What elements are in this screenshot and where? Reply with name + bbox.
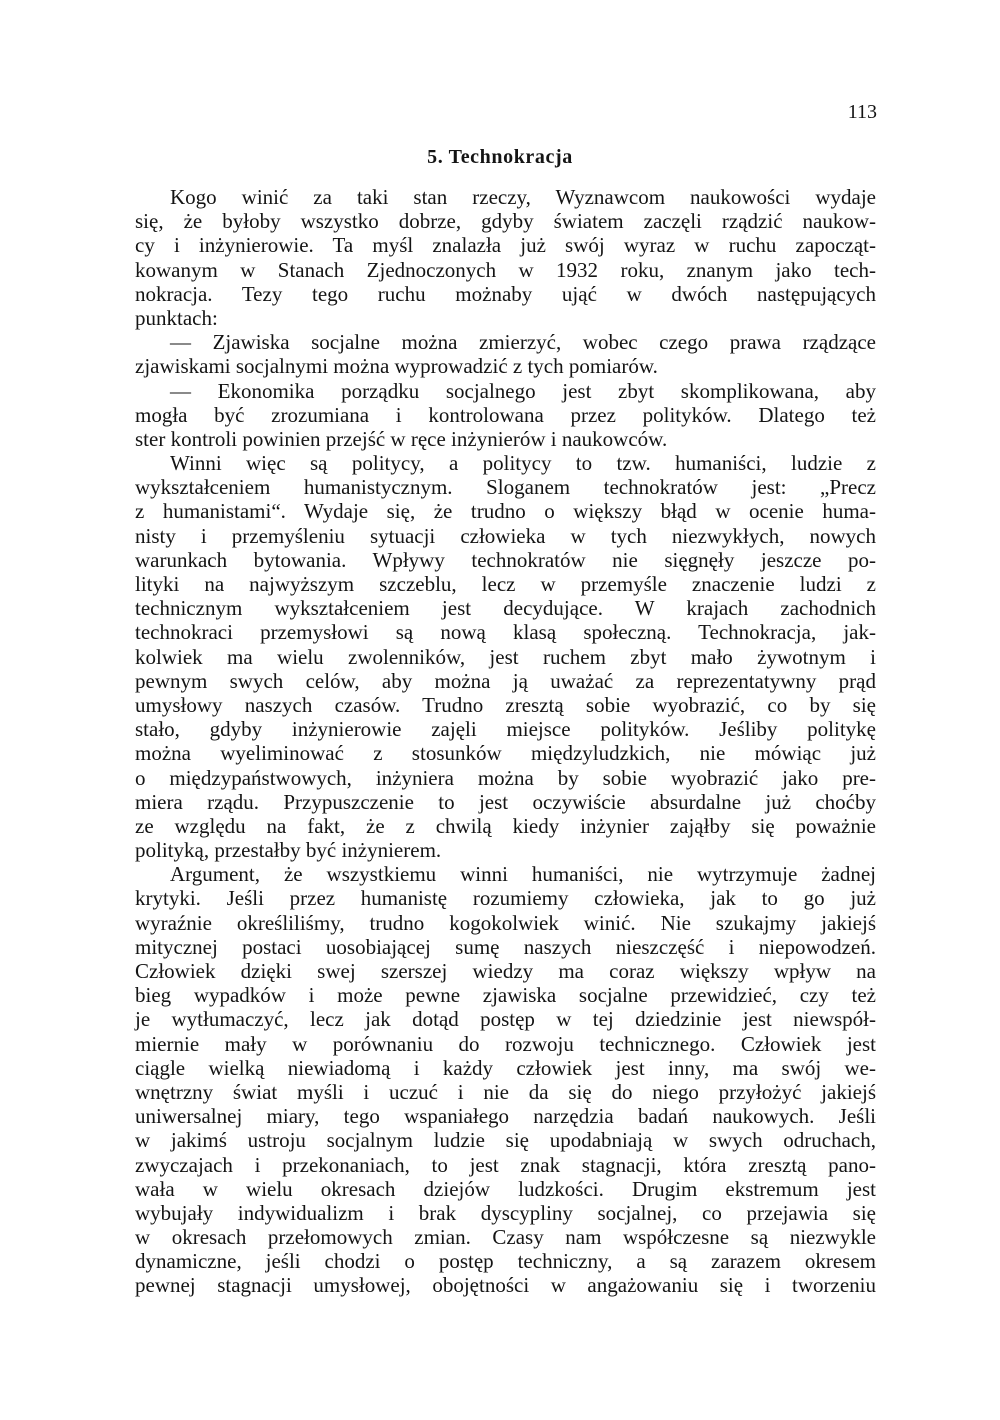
text-line: Człowiek dzięki swej szerszej wiedzy ma coraz większy wpływ na	[135, 959, 876, 983]
text-line: uniwersalnej miary, tego wspaniałego narzędzia badań naukowych. Jeśli	[135, 1104, 876, 1129]
text-line: kolwiek ma wielu zwolenników, jest ruchem zbyt mało żywotnym i	[135, 644, 876, 669]
text-line: kowanym w Stanach Zjednoczonych w 1932 roku, znanym jako tech-	[135, 257, 876, 282]
text-line: w jakimś ustroju socjalnym ludzie się upodabniają w swych odruchach,	[135, 1128, 876, 1153]
text-line: wnętrzny świat myśli i uczuć i nie da się do niego przyłożyć jakiejś	[135, 1079, 876, 1104]
text-line: miernie mały w porównaniu do rozwoju technicznego. Człowiek jest	[135, 1031, 876, 1056]
text-line: — Zjawiska socjalne można zmierzyć, wobec czego prawa rządzące	[170, 330, 876, 355]
text-line: można wyeliminować z stosunków międzyludzkich, nie mówiąc już	[135, 741, 876, 766]
text-line: stało, gdyby inżynierowie zajęli miejsce polityków. Jeśliby politykę	[135, 717, 876, 742]
text-line: wybujały indywidualizm i brak dyscypliny socjalnej, co przejawia się	[135, 1200, 876, 1225]
text-line: ze względu na fakt, że z chwilą kiedy inżynier zająłby się poważnie	[135, 813, 876, 838]
text-line: w okresach przełomowych zmian. Czasy nam współczesne są niezwykle	[135, 1225, 876, 1250]
text-line: wykształceniem humanistycznym. Sloganem technokratów jest: „Precz	[135, 475, 876, 500]
text-line: cy i inżynierowie. Ta myśl znalazła już swój wyraz w ruchu zapocząt-	[135, 233, 876, 258]
text-line: z humanistami“. Wydaje się, że trudno o większy błąd w ocenie huma-	[135, 499, 876, 524]
text-line: Winni więc są politycy, a politycy to tzw. humaniści, ludzie z	[170, 451, 876, 476]
text-line: zwyczajach i przekonaniach, to jest znak stagnacji, która zresztą pano-	[135, 1152, 876, 1177]
text-line: ster kontroli powinien przejść w ręce inżynierów i naukowców.	[135, 426, 668, 451]
text-line: technicznym wykształceniem jest decydujące. W krajach zachodnich	[135, 596, 876, 621]
text-line: zjawiskami socjalnymi można wyprowadzić z tych pomiarów.	[135, 354, 658, 379]
text-line: nokracja. Tezy tego ruchu możnaby ująć w dwóch następujących	[135, 281, 876, 306]
text-line: wyraźnie określiliśmy, trudno kogokolwiek winić. Nie szukajmy jakiejś	[135, 910, 876, 935]
text-line: dynamiczne, jeśli chodzi o postęp techniczny, a są zarazem okresem	[135, 1249, 876, 1274]
text-line: się, że byłoby wszystko dobrze, gdyby światem zaczęli rządzić naukow-	[135, 209, 876, 234]
text-line: miera rządu. Przypuszczenie to jest oczywiście absurdalne już choćby	[135, 789, 876, 814]
text-line: pewnej stagnacji umysłowej, obojętności w angażowaniu się i tworzeniu	[135, 1273, 876, 1298]
text-line: bieg wypadków i może pewne zjawiska socjalne przewidzieć, czy też	[135, 983, 876, 1008]
text-line: — Ekonomika porządku socjalnego jest zbyt skomplikowana, aby	[170, 378, 876, 403]
text-line: Argument, że wszystkiemu winni humaniści, nie wytrzymuje żadnej	[170, 862, 876, 887]
text-line: polityką, przestałby być inżynierem.	[135, 838, 442, 863]
text-line: mogła być zrozumiana i kontrolowana przez polityków. Dlatego też	[135, 402, 876, 427]
page-number: 113	[847, 101, 877, 123]
text-line: ciągle wielką niewiadomą i każdy człowiek jest inny, ma swój we-	[135, 1055, 876, 1080]
text-line: lityki na najwyższym szczeblu, lecz w przemyśle znaczenie ludzi z	[135, 572, 876, 596]
text-line: mitycznej postaci uosobiającej sumę naszych nieszczęść i niepowodzeń.	[135, 934, 876, 959]
text-line: punktach:	[135, 305, 218, 330]
text-line: nisty i przemyśleniu sytuacji człowieka w tych niezwykłych, nowych	[135, 523, 876, 548]
text-line: pewnym swych celów, aby można ją uważać za reprezentatywny prąd	[135, 668, 876, 693]
section-title: 5. Technokracja	[427, 146, 573, 168]
body-text	[135, 185, 876, 1298]
text-line: wała w wielu okresach dziejów ludzkości. Drugim ekstremum jest	[135, 1176, 876, 1201]
text-line: o międzypaństwowych, inżyniera można by sobie wyobrazić jako pre-	[135, 765, 876, 790]
text-line: warunkach bytowania. Wpływy technokratów nie sięgnęły jeszcze po-	[135, 547, 876, 572]
text-line: krytyki. Jeśli przez humanistę rozumiemy człowieka, jak to go już	[135, 886, 876, 911]
text-line: je wytłumaczyć, lecz jak dotąd postęp w tej dziedzinie jest niewspół-	[135, 1007, 876, 1032]
text-line: technokraci przemysłowi są nową klasą społeczną. Technokracja, jak-	[135, 620, 876, 645]
text-line: Kogo winić za taki stan rzeczy, Wyznawcom naukowości wydaje	[170, 185, 876, 209]
text-line: umysłowy naszych czasów. Trudno zresztą sobie wyobrazić, co by się	[135, 692, 876, 717]
